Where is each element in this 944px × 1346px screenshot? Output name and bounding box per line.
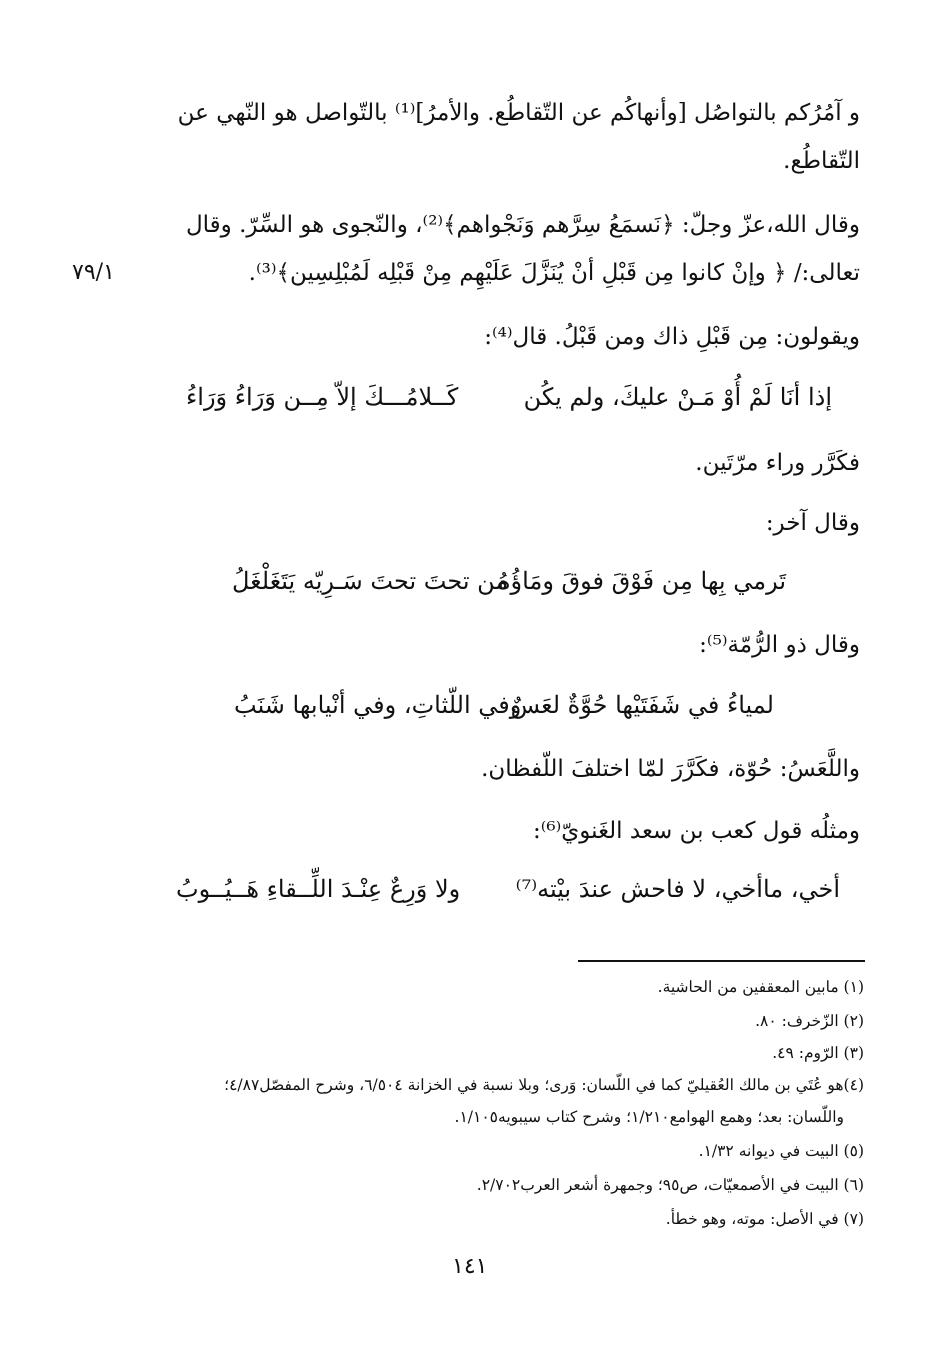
verse-hemistich-second: وفي اللّثاتِ، وفي أنْيابها شَنَبُ bbox=[234, 691, 522, 719]
footnote-divider bbox=[578, 960, 865, 962]
verse-hemistich-second: كَــلامُـــكَ إلاّ مِــن وَرَاءُ وَرَاءُ bbox=[186, 383, 459, 411]
footnote: (٤)هو عُتَي بن مالك العُقيليّ كما في اللّسان: وَرى؛ وبلا نسبة في الخزانة ٦/٥٠٤، وشرح المفصّل٤/٨٧؛ bbox=[224, 1076, 864, 1094]
body-line: فكَرَّر وراء مرّتَين. bbox=[695, 450, 860, 476]
body-line: التّقاطُع. bbox=[783, 148, 860, 174]
body-line: واللَّعَسُ: حُوّة، فكَرَّرَ لمّا اختلفَ اللّفظان. bbox=[481, 756, 860, 782]
body-line: تعالى:/ ﴿ وإنْ كانوا مِن قَبْلِ أنْ يُنَزَّلَ عَلَيْهِم مِنْ قَبْلِه لَمُبْلِسِين﴾⁽³⁾. bbox=[248, 260, 860, 286]
verse-hemistich-second: من تحتَ تحتَ سَـرِيّه يَتَغَلْغَلُ bbox=[232, 567, 509, 595]
footnote: (٧) في الأصل: موته، وهو خطأ. bbox=[665, 1210, 864, 1228]
body-line: ومثلُه قول كعب بن سعد الغَنويّ⁽⁶⁾: bbox=[532, 818, 860, 844]
footnote: واللّسان: بعد؛ وهمع الهوامع١/٢١٠؛ وشرح كتاب سيبويه١/١٠٥. bbox=[454, 1108, 844, 1126]
verse-hemistich-first: أخي، ماأخي، لا فاحش عندَ بيْته⁽⁷⁾ bbox=[515, 875, 840, 903]
body-line: وقال ذو الرُّمّة⁽⁵⁾: bbox=[699, 632, 860, 658]
body-line: وقال آخر: bbox=[765, 510, 860, 536]
verse-hemistich-first: إذا أنَا لَمْ أُوْ مَـنْ عليكَ، ولم يكُن bbox=[523, 383, 832, 411]
footnote: (٦) البيت في الأصمعيّات، ص٩٥؛ وجمهرة أشعر العرب٢/٧٠٢. bbox=[476, 1176, 864, 1194]
footnote: (٣) الرّوم: ٤٩. bbox=[772, 1044, 864, 1062]
verse-hemistich-first: لمياءُ في شَفَتَيْها حُوَّةٌ لعَسٌ bbox=[510, 691, 774, 719]
body-line: وقال الله،عزّ وجلّ: ﴿نَسمَعُ سِرَّهم وَنَجْواهم﴾⁽²⁾، والنّجوى هو السِّرّ. وقال bbox=[185, 212, 860, 238]
body-line: و آمُرُكم بالتواصُل [وأنهاكُم عن التّقاطُع. والأمرُ]⁽¹⁾ بالتّواصل هو النّهي عن bbox=[177, 100, 860, 126]
page-number: ١٤١ bbox=[452, 1254, 488, 1279]
verse-hemistich-second: ولا وَرِعٌ عِنْـدَ اللِّــقاءِ هَــيُــوبُ bbox=[176, 875, 461, 903]
footnote: (٥) البيت في ديوانه ١/٣٢. bbox=[698, 1142, 864, 1160]
body-line: ويقولون: مِن قَبْلِ ذاك ومن قَبْلُ. قال⁽⁴⁾: bbox=[484, 324, 860, 350]
footnote: (١) مابين المعقفين من الحاشية. bbox=[657, 978, 864, 996]
footnote: (٢) الزّخرف: ٨٠. bbox=[755, 1012, 864, 1030]
margin-page-reference: ٧٩/١ bbox=[72, 260, 115, 285]
verse-hemistich-first: تَرمي بِها مِن فَوْقَ فوقَ ومَاؤُهُ bbox=[497, 567, 786, 595]
